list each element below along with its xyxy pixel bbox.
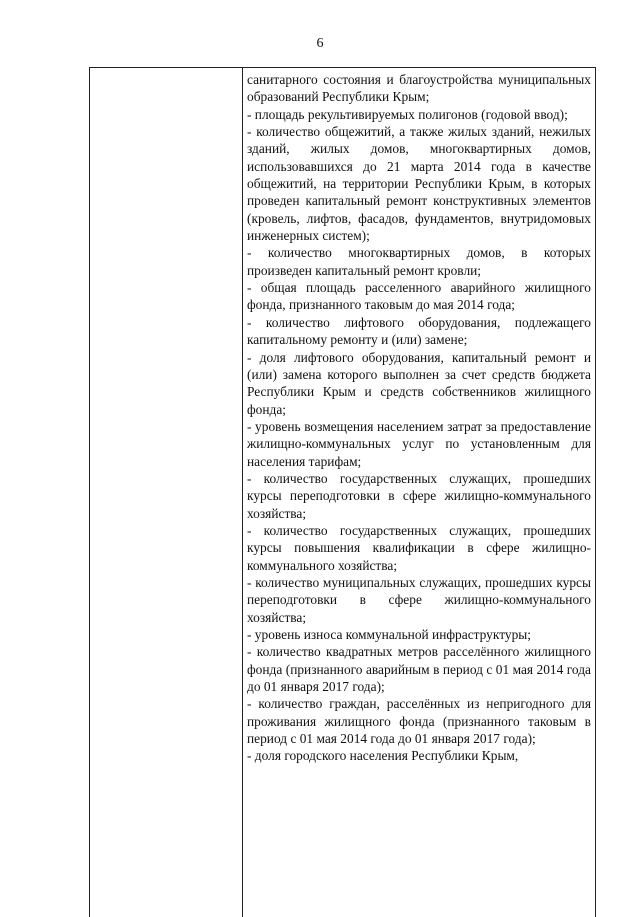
table-left-cell (90, 68, 243, 917)
indicator-item: - доля лифтового оборудования, капитальный ремонт и (или) замена которого выполнен за счет средств бюджета Республики Крым и средств собственников жилищного фонда; (247, 349, 591, 417)
indicator-item: - количество квадратных метров расселённого жилищного фонда (признанного аварийным в период с 01 мая 2014 года до 01 января 2017 года); (247, 644, 591, 695)
indicator-item: - уровень возмещения населением затрат за предоставление жилищно-коммунальных услуг по установленным для населения тарифам; (247, 418, 591, 469)
indicator-item: - доля городского населения Республики Крым, (247, 748, 519, 764)
indicator-item: - общая площадь расселенного аварийного жилищного фонда, признанного таковым до мая 2014 года; (247, 280, 591, 313)
page-number: 6 (316, 36, 324, 51)
indicator-item: - количество государственных служащих, прошедших курсы переподготовки в сфере жилищно-коммунального хозяйства; (247, 470, 591, 521)
indicator-item: - количество муниципальных служащих, прошедших курсы переподготовки в сфере жилищно-коммунального хозяйства; (247, 574, 591, 625)
indicator-item: - количество лифтового оборудования, подлежащего капитальному ремонту и (или) замене; (247, 314, 591, 348)
indicator-item: - площадь рекультивируемых полигонов (годовой ввод); (247, 106, 568, 122)
document-table (89, 67, 596, 917)
indicator-item: - количество многоквартирных домов, в которых произведен капитальный ремонт кровли; (247, 245, 591, 278)
indicator-item: - количество граждан, расселённых из непригодного для проживания жилищного фонда (признанного таковым в период с 01 мая 2014 года до 01 января 2017 года); (247, 696, 591, 747)
indicator-item: - количество государственных служащих, прошедших курсы повышения квалификации в сфере жилищно-коммунального хозяйства; (247, 522, 591, 573)
indicator-item: - уровень износа коммунальной инфраструктуры; (247, 627, 531, 642)
indicator-item: - количество общежитий, а также жилых зданий, нежилых зданий, жилых домов, многоквартирных домов, использовавшихся до 21 марта 2014 года в качестве общежитий, на территории Республики Крым, в которых проведен капитальный ремонт конструктивных элементов (кровель, лифтов, фасадов, фундаментов, внутридомовых инженерных систем); (247, 124, 591, 244)
table-right-cell (243, 68, 595, 765)
indicator-item: санитарного состояния и благоустройства муниципальных образований Республики Крым; (247, 72, 591, 105)
